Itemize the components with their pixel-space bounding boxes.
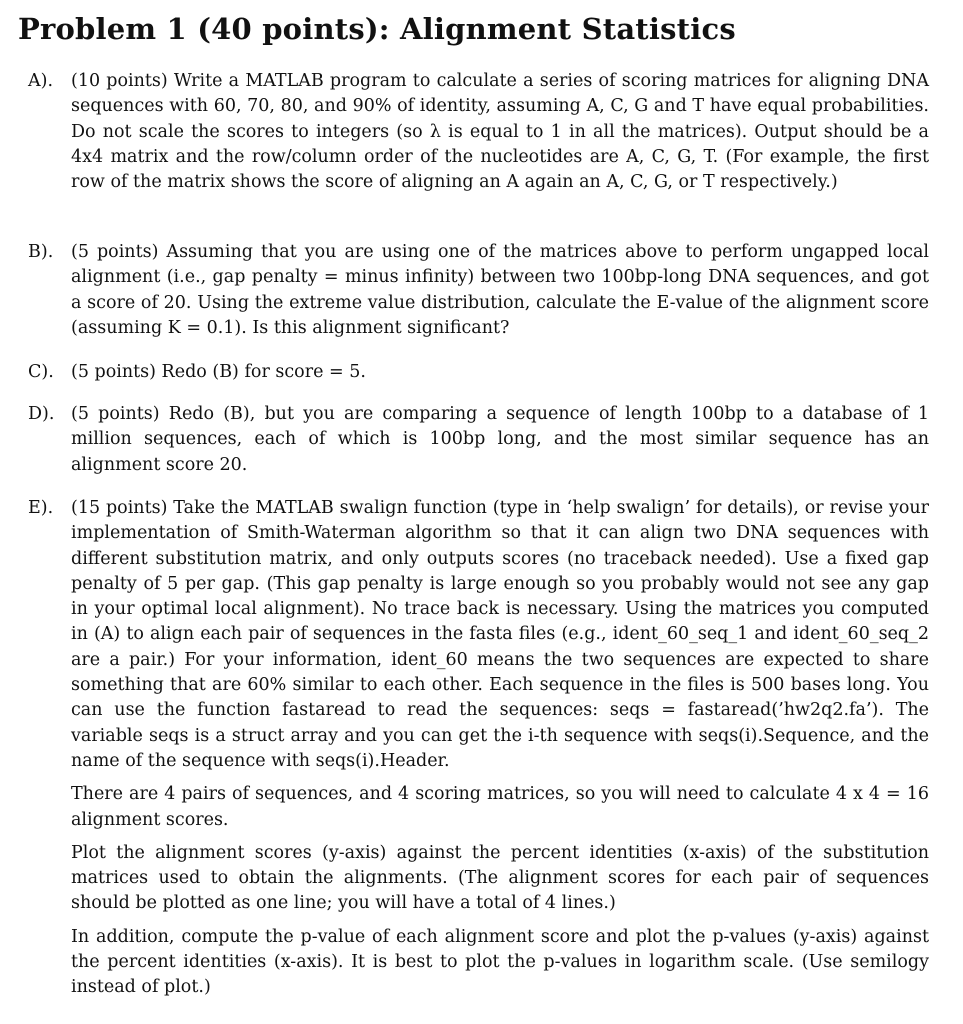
- problem-b-label: B).: [28, 242, 54, 262]
- problem-c-paragraph: (5 points) Redo (B) for score = 5.: [71, 362, 366, 382]
- problem-c-body: [71, 360, 929, 385]
- problem-e-label: E).: [28, 498, 54, 518]
- problem-d-paragraph: (5 points) Redo (B), but you are comparing a sequence of length 100bp to a database of 1 million sequences, each of which is 100bp long, and the most similar sequence has an alignment score 20.: [71, 404, 929, 475]
- problem-e-body: [71, 496, 929, 1001]
- page-title: Problem 1 (40 points): Alignment Statistics: [18, 12, 736, 46]
- problem-e-paragraph: In addition, compute the p-value of each alignment score and plot the p-values (y-axis) against the percent identities (x-axis). It is best to plot the p-values in logarithm scale. (Use semilogy instead of plot.): [71, 926, 929, 998]
- problem-b-body: [71, 240, 929, 341]
- problem-e-paragraph: (15 points) Take the MATLAB swalign function (type in ‘help swalign’ for details), or revise your implementation of Smith-Waterman algorithm so that it can align two DNA sequences with different substitution matrix, and only outputs scores (no traceback needed). Use a fixed gap penalty of 5 per gap. (This gap penalty is large enough so you probably would not see any gap in your optimal local alignment). No trace back is necessary. Using the matrices you computed in (A) to align each pair of sequences in the fasta files (e.g., ident_60_seq_1 and ident_60_seq_2 are a pair.) For your information, ident_60 means the two sequences are expected to share something that are 60% similar to each other. Each sequence in the files is 500 bases long. You can use the function fastaread to read the sequences: seqs = fastaread(’hw2q2.fa’). The variable seqs is a struct array and you can get the i-th sequence with seqs(i).Sequence, and the name of the sequence with seqs(i).Header.: [71, 498, 929, 771]
- problem-a-label: A).: [28, 71, 54, 91]
- problem-e-paragraph: There are 4 pairs of sequences, and 4 scoring matrices, so you will need to calculate 4 x 4 = 16 alignment scores.: [71, 784, 929, 830]
- problem-e-paragraph: Plot the alignment scores (y-axis) against the percent identities (x-axis) of the substitution matrices used to obtain the alignments. (The alignment scores for each pair of sequences should be plotted as one line; you will have a total of 4 lines.): [71, 842, 929, 914]
- problem-b-paragraph: (5 points) Assuming that you are using one of the matrices above to perform ungapped local alignment (i.e., gap penalty = minus infinity) between two 100bp-long DNA sequences, and got a score of 20. Using the extreme value distribution, calculate the E-value of the alignment score (assuming K = 0.1). Is this alignment significant?: [71, 242, 929, 338]
- problem-a-paragraph: (10 points) Write a MATLAB program to calculate a series of scoring matrices for aligning DNA sequences with 60, 70, 80, and 90% of identity, assuming A, C, G and T have equal probabilities. Do not scale the scores to integers (so λ is equal to 1 in all the matrices). Output should be a 4x4 matrix and the row/column order of the nucleotides are A, C, G, T. (For example, the first row of the matrix shows the score of aligning an A again an A, C, G, or T respectively.): [71, 71, 929, 193]
- problem-c-label: C).: [28, 362, 54, 382]
- problem-a-body: [71, 69, 929, 195]
- problem-d-body: [71, 402, 929, 478]
- problem-d-label: D).: [28, 404, 55, 424]
